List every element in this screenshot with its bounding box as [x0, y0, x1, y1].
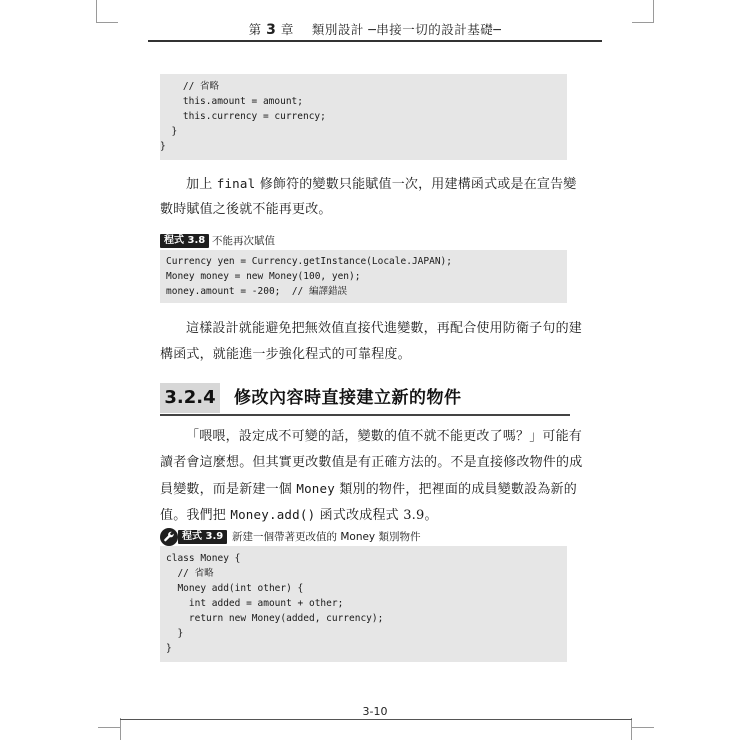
inline-code: Money: [296, 481, 335, 496]
crop-mark: [98, 727, 120, 728]
crop-mark: [96, 0, 97, 22]
code-line: }: [166, 643, 172, 654]
paragraph-line: [160, 171, 577, 197]
inline-code: final: [216, 176, 256, 191]
code-line: int added = amount + other;: [166, 598, 344, 609]
paragraph-line: [160, 424, 583, 450]
text-run: 讀者會這麼想。但其實更改數值是有正確方法的。不是直接修改物件的成: [160, 455, 583, 470]
chapter-suffix: 章: [280, 22, 294, 37]
paragraph-line: [160, 502, 570, 528]
crop-mark: [631, 718, 632, 740]
crop-mark: [653, 0, 654, 22]
paragraph-line: [160, 450, 583, 476]
body-paragraph: [160, 171, 577, 223]
body-paragraph: [160, 316, 583, 368]
crop-mark: [632, 22, 654, 23]
code-line: // 省略: [160, 81, 220, 92]
code-line: Money money = new Money(100, yen);: [166, 271, 361, 282]
code-line: this.currency = currency;: [160, 111, 326, 122]
listing-title: 不能再次賦值: [212, 235, 275, 247]
text-run: 數時賦值之後就不能再更改。: [160, 202, 332, 217]
code-line: money.amount = -200; // 編譯錯誤: [166, 286, 347, 297]
inline-code: Money.add(): [230, 507, 316, 522]
code-block-listing-3-8: [160, 250, 567, 303]
text-run: 員變數，而是新建一個: [160, 482, 297, 497]
text-run: 類別的物件，把裡面的成員變數設為新的: [334, 482, 577, 497]
section-heading: [160, 383, 570, 415]
code-block-listing-3-9: [160, 546, 567, 662]
chapter-title: 類別設計 ─串接一切的設計基礎─: [311, 22, 502, 37]
listing-title: 新建一個帶著更改值的 Money 類別物件: [232, 531, 421, 543]
listing-badge: 程式 3.9: [178, 530, 227, 544]
text-run: 「喂喂，設定成不可變的話，變數的值不就不能更改了嗎？」可能有: [186, 429, 583, 444]
section-number: 3.2.4: [160, 383, 220, 413]
code-line: }: [160, 141, 166, 152]
code-line: return new Money(added, currency);: [166, 613, 384, 624]
code-line: Currency yen = Currency.getInstance(Locale.JAPAN);: [166, 256, 452, 267]
header-rule: [148, 40, 602, 42]
paragraph-line: [160, 476, 577, 502]
listing-badge: 程式 3.8: [160, 234, 209, 248]
code-line: }: [166, 628, 184, 639]
text-run: 值。我們把: [160, 508, 231, 523]
body-paragraph: [160, 424, 583, 528]
code-block-continued: [160, 74, 567, 160]
wrench-icon: [160, 528, 178, 546]
section-title: 修改內容時直接建立新的物件: [234, 388, 462, 408]
text-run: 加上: [186, 177, 217, 192]
paragraph-line: [160, 197, 570, 223]
paragraph-line: [160, 342, 570, 368]
chapter-prefix: 第: [248, 22, 262, 37]
text-run: 這樣設計就能避免把無效值直接代進變數，再配合使用防衛子句的建: [186, 321, 583, 336]
crop-mark: [96, 22, 118, 23]
code-line: }: [160, 126, 178, 137]
listing-caption: [160, 530, 480, 546]
page-number: 3-10: [362, 705, 388, 718]
section-rule: [160, 414, 570, 416]
text-run: 構函式，就能進一步強化程式的可靠程度。: [160, 347, 411, 362]
crop-mark: [120, 718, 121, 740]
footer-rule: [120, 719, 632, 720]
code-line: Money add(int other) {: [166, 583, 304, 594]
chapter-number: 3: [266, 22, 277, 38]
text-run: 函式改成程式 3.9。: [315, 508, 438, 523]
paragraph-line: [160, 316, 583, 342]
text-run: 修飾符的變數只能賦值一次，用建構函式或是在宣告變: [255, 177, 577, 192]
code-line: this.amount = amount;: [160, 96, 303, 107]
code-line: class Money {: [166, 553, 241, 564]
crop-mark: [632, 727, 654, 728]
running-header: [148, 20, 602, 40]
listing-caption: [160, 234, 460, 250]
code-line: // 省略: [166, 568, 214, 579]
